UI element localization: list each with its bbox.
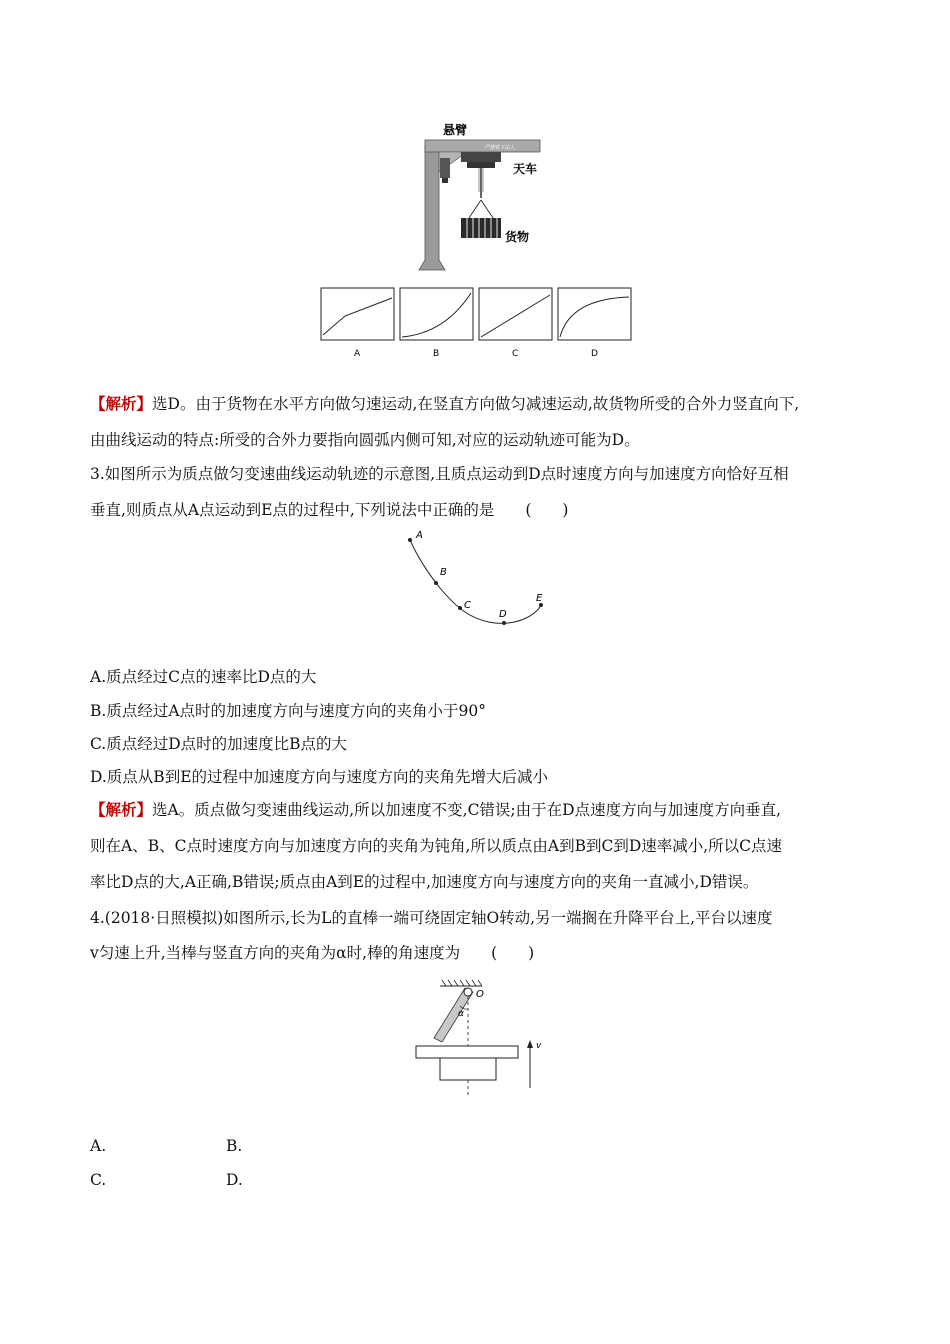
label-o: O	[476, 989, 484, 1000]
platform-top	[416, 1046, 518, 1058]
point-d-dot	[502, 621, 506, 625]
q4-stem-line1: 4.(2018·日照模拟)如图所示,长为L的直棒一端可绕固定轴O转动,另一端搁在升降平台上,平台以速度	[90, 909, 773, 927]
crane-label-trolley: 天车	[513, 162, 538, 176]
q4-option-d: D.	[226, 1171, 243, 1189]
q4-option-c: C.	[90, 1171, 107, 1189]
q2-analysis-tag: 【解析】	[90, 394, 153, 413]
graph-label-c: C	[512, 349, 519, 359]
q3-option-d: D.质点从B到E的过程中加速度方向与速度方向的夹角先增大后减小	[90, 768, 549, 786]
pivot-o	[464, 988, 472, 996]
label-v: v	[536, 1041, 542, 1051]
graph-a-frame	[321, 288, 394, 340]
graph-d-curve	[560, 297, 629, 337]
point-b-label: B	[440, 567, 447, 578]
q3-option-a: A.质点经过C点的速率比D点的大	[90, 668, 317, 686]
q3-stem-line1: 3.如图所示为质点做匀变速曲线运动轨迹的示意图,且质点运动到D点时速度方向与加速度方向恰好互相	[90, 465, 789, 483]
q2-analysis-line1: 【解析】选D。由于货物在水平方向做匀速运动,在竖直方向做匀减速运动,故货物所受的合外力竖直向下,	[90, 394, 800, 413]
point-a-dot	[408, 538, 412, 542]
graph-label-d: D	[591, 349, 598, 359]
crane-figure	[405, 120, 565, 275]
graph-label-a: A	[354, 349, 361, 359]
q3-trajectory-figure	[400, 528, 560, 633]
q3-option-c: C.质点经过D点时的加速度比B点的大	[90, 735, 348, 753]
trajectory-curve	[410, 540, 542, 623]
graph-c-curve	[481, 295, 550, 337]
crane-label-cargo: 货物	[505, 230, 530, 244]
trajectory-graphs	[315, 283, 640, 363]
point-c-dot	[458, 606, 462, 610]
crane-label-arm: 悬臂	[443, 123, 468, 137]
q4-option-a: A.	[90, 1137, 107, 1155]
graph-a-curve	[323, 298, 392, 335]
crane-arm-sign: 严禁臂下站人	[485, 145, 516, 151]
q4-rod-figure	[410, 976, 550, 1101]
graph-b-curve	[402, 293, 471, 337]
graph-d-frame	[558, 288, 631, 340]
q4-option-b: B.	[226, 1137, 243, 1155]
point-c-label: C	[464, 600, 471, 611]
q4-stem-line2: v匀速上升,当棒与竖直方向的夹角为α时,棒的角速度为 ( )	[90, 944, 535, 962]
platform-base	[440, 1058, 496, 1080]
point-e-label: E	[536, 593, 543, 604]
q2-analysis-line2: 由曲线运动的特点:所受的合外力要指向圆弧内侧可知,对应的运动轨迹可能为D。	[90, 431, 640, 449]
q3-option-b: B.质点经过A点时的加速度方向与速度方向的夹角小于90°	[90, 702, 486, 720]
point-b-dot	[434, 581, 438, 585]
q3-analysis-tag: 【解析】	[90, 800, 153, 819]
graph-c-frame	[479, 288, 552, 340]
q3-stem-line2: 垂直,则质点从A点运动到E点的过程中,下列说法中正确的是 ( )	[90, 501, 569, 519]
q3-analysis-line3: 率比D点的大,A正确,B错误;质点由A到E的过程中,加速度方向与速度方向的夹角一直减小,D错误。	[90, 873, 759, 891]
graph-b-frame	[400, 288, 473, 340]
label-alpha: α	[458, 1009, 464, 1019]
point-d-label: D	[499, 609, 507, 620]
q3-analysis-line1: 【解析】选A。质点做匀变速曲线运动,所以加速度不变,C错误;由于在D点速度方向与加速度方向垂直,	[90, 800, 782, 819]
q3-analysis-line2: 则在A、B、C点时速度方向与加速度方向的夹角为钝角,所以质点由A到B到C到D速率减小,所以C点速	[90, 837, 783, 855]
point-a-label: A	[416, 530, 423, 541]
graph-label-b: B	[433, 349, 440, 359]
